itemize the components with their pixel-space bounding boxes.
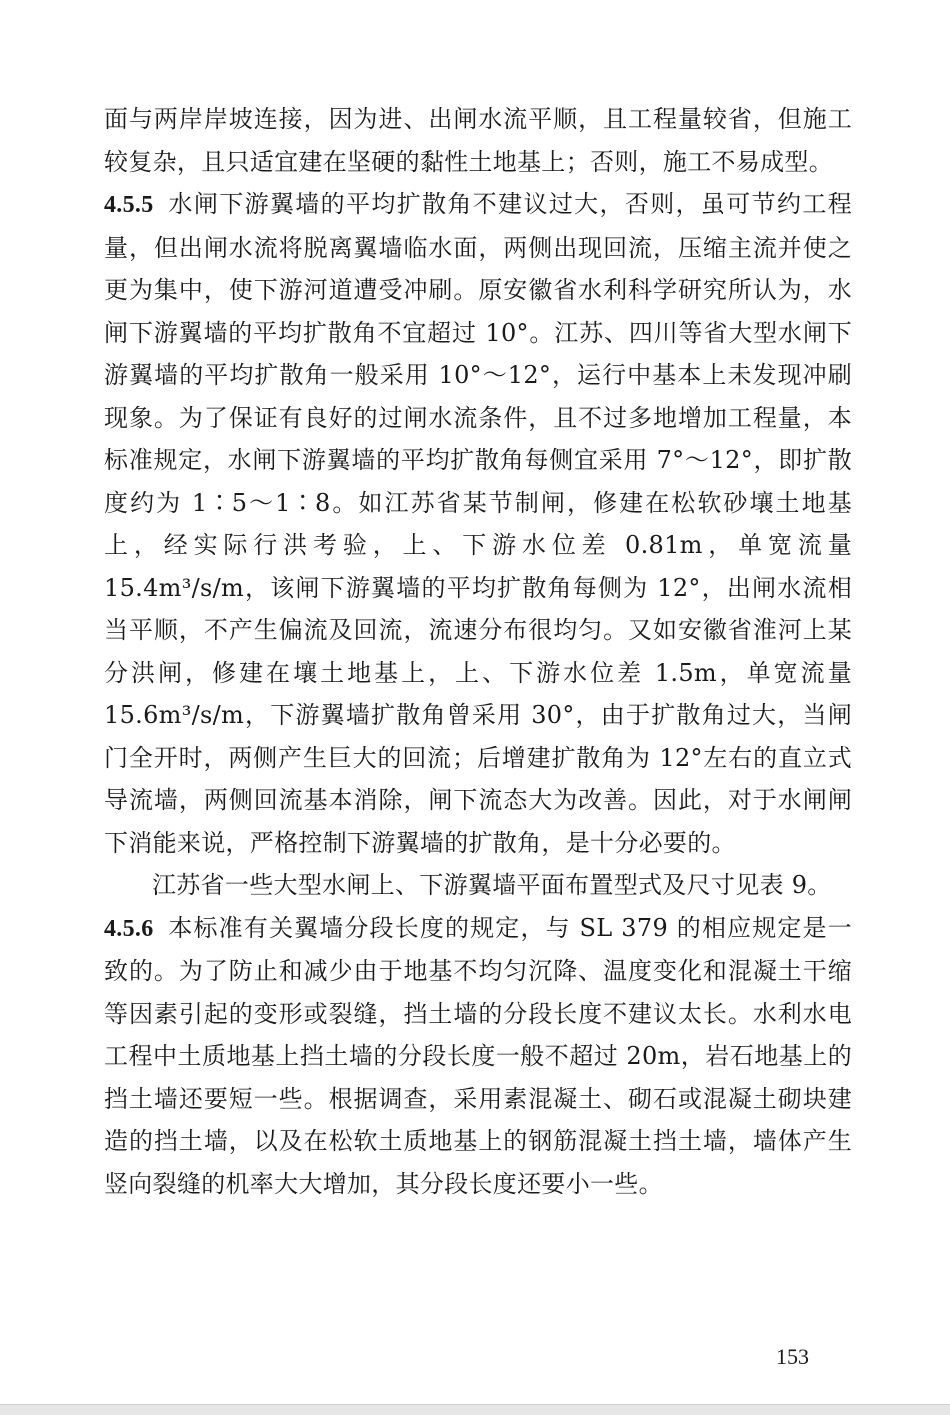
paragraph-table-reference — [104, 864, 852, 907]
clause-number: 4.5.5 — [104, 192, 154, 218]
page-number: 153 — [776, 1344, 809, 1369]
page-bottom-edge — [0, 1404, 950, 1415]
paragraph-text: 面与两岸岸坡连接，因为进、出闸水流平顺，且工程量较省，但施工较复杂，且只适宜建在坚硬的黏性土地基上；否则，施工不易成型。 — [104, 105, 852, 176]
paragraph-text: 本标准有关翼墙分段长度的规定，与 SL 379 的相应规定是一致的。为了防止和减少由于地基不均匀沉降、温度变化和混凝土干缩等因素引起的变形或裂缝，挡土墙的分段长度不建议太长。水利水电工程中土质地基上挡土墙的分段长度一般不超过 20m，岩石地基上的挡土墙还要短一些。根据调查，采用素混凝土、砌石或混凝土砌块建造的挡土墙，以及在松软土质地基上的钢筋混凝土挡土墙，墙体产生竖向裂缝的机率大大增加，其分段长度还要小一些。 — [104, 913, 852, 1198]
clause-4-5-5 — [104, 183, 852, 864]
clause-4-5-6 — [104, 907, 852, 1206]
paragraph-text: 江苏省一些大型水闸上、下游翼墙平面布置型式及尺寸见表 9。 — [152, 871, 832, 899]
paragraph-continuation — [104, 98, 852, 183]
body-text — [104, 98, 852, 1205]
clause-number: 4.5.6 — [104, 915, 154, 942]
paragraph-text: 水闸下游翼墙的平均扩散角不建议过大，否则，虽可节约工程量，但出闸水流将脱离翼墙临水面，两侧出现回流，压缩主流并使之更为集中，使下游河道遭受冲刷。原安徽省水利科学研究所认为，水闸下游翼墙的平均扩散角不宜超过 10°。江苏、四川等省大型水闸下游翼墙的平均扩散角一般采用 10°～12°，运行中基本上未发现冲刷现象。为了保证有良好的过闸水流条件，且不过多地增加工程量，本标准规定，水闸下游翼墙的平均扩散角每侧宜采用 7°～12°，即扩散度约为 1∶5～1∶8。如江苏省某节制闸，修建在松软砂壤土地基上，经实际行洪考验，上、下游水位差 0.81m，单宽流量 15.4m³/s/m，该闸下游翼墙的平均扩散角每侧为 12°，出闸水流相当平顺，不产生偏流及回流，流速分布很均匀。又如安徽省淮河上某分洪闸，修建在壤土地基上，上、下游水位差 1.5m，单宽流量 15.6m³/s/m，下游翼墙扩散角曾采用 30°，由于扩散角过大，当闸门全开时，两侧产生巨大的回流；后增建扩散角为 12°左右的直立式导流墙，两侧回流基本消除，闸下流态大为改善。因此，对于水闸闸下消能来说，严格控制下游翼墙的扩散角，是十分必要的。 — [104, 190, 852, 857]
